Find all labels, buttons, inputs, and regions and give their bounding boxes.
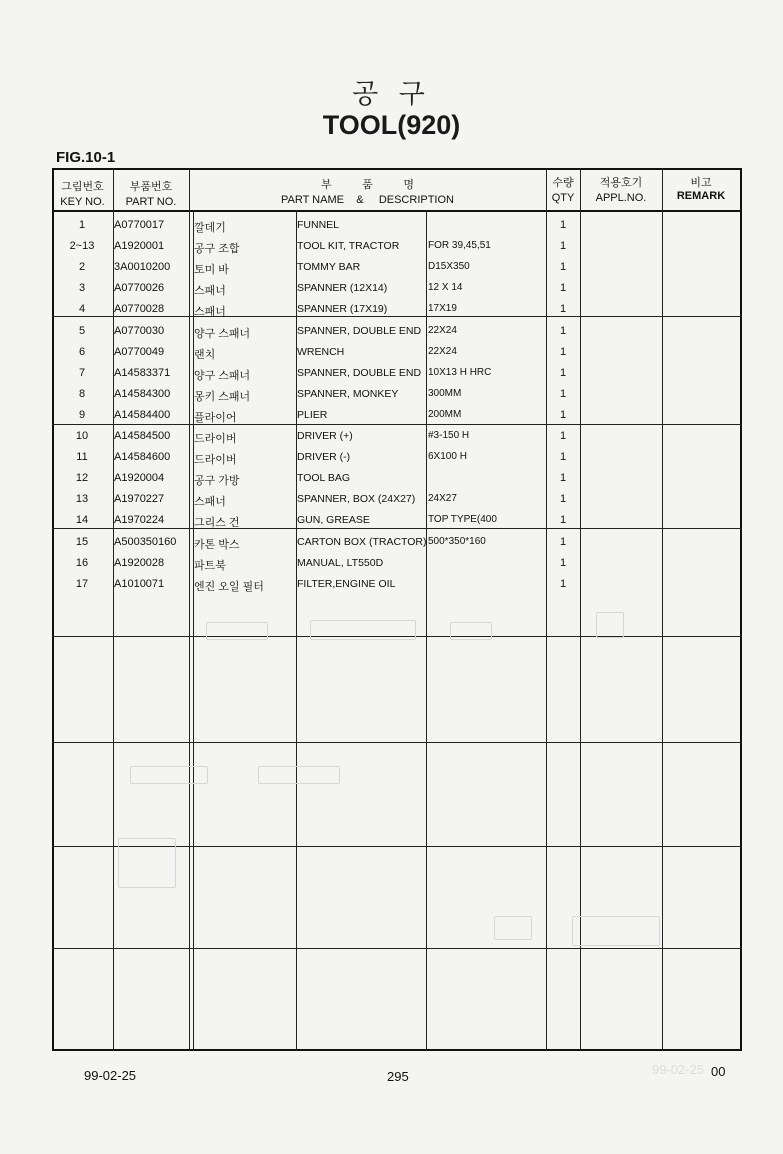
part-name-korean: 양구 스패너: [194, 327, 251, 340]
figure-label: FIG.10-1: [56, 149, 116, 166]
bleed-through-shape: [258, 766, 340, 784]
key-number: 5: [78, 324, 86, 337]
part-description: D15X350: [428, 261, 470, 273]
part-description: #3-150 H: [428, 430, 470, 441]
part-name: WRENCH: [297, 345, 345, 358]
header-appl-en: APPL.NO.: [595, 192, 647, 204]
quantity: 1: [559, 240, 567, 253]
part-name: DRIVER (-): [297, 451, 351, 464]
group-divider: [52, 316, 742, 317]
part-description: 12 X 14: [428, 282, 463, 294]
key-number: 4: [78, 303, 86, 316]
part-name: PLIER: [297, 408, 328, 421]
bleed-through-shape: [596, 612, 624, 638]
part-name-korean: 드라이버: [194, 454, 237, 467]
quantity: 1: [559, 219, 567, 231]
quantity: 1: [559, 366, 567, 379]
part-description: 500*350*160: [428, 535, 486, 547]
header-ampersand: &: [356, 194, 364, 206]
header-name-ko: 부 품 명: [320, 179, 414, 191]
key-number: 10: [75, 430, 89, 442]
bleed-date-text: 99-02-25: [652, 1062, 705, 1077]
part-description: 200MM: [428, 408, 462, 420]
key-number: 11: [76, 451, 88, 464]
part-name-korean: 랜치: [194, 348, 216, 361]
header-divider: [52, 210, 742, 212]
part-name-korean: 파트북: [194, 559, 226, 572]
key-number: 17: [75, 577, 89, 590]
part-description: 300MM: [428, 387, 462, 399]
group-divider: [52, 424, 742, 425]
key-number: 16: [75, 556, 89, 569]
quantity: 1: [559, 387, 567, 400]
key-number: 13: [75, 493, 89, 506]
header-key-ko: 그림번호: [61, 181, 104, 193]
part-number: A1970227: [114, 493, 165, 506]
part-name-korean: 플라이어: [194, 411, 237, 424]
column-line: [662, 168, 663, 1051]
bleed-through-shape: [310, 620, 416, 640]
group-divider: [52, 948, 742, 949]
part-number: A14583371: [114, 366, 171, 379]
header-part-name: PART NAME: [280, 194, 344, 206]
quantity: 1: [559, 261, 567, 274]
part-number: A14584600: [114, 451, 171, 464]
header-qty-ko: 수량: [552, 177, 574, 189]
part-description: 22X24: [428, 324, 457, 336]
part-number: A500350160: [114, 535, 177, 548]
column-line: [113, 168, 114, 1051]
part-description: 22X24: [428, 345, 457, 357]
footer-revision: 00: [711, 1064, 726, 1079]
part-number: A1920004: [114, 472, 165, 485]
quantity: 1: [559, 514, 567, 527]
bleed-through-shape: [494, 916, 532, 940]
header-qty-en: QTY: [551, 192, 575, 204]
column-line: [546, 168, 547, 1051]
part-name: SPANNER, DOUBLE END: [297, 366, 422, 379]
quantity: 1: [559, 282, 567, 295]
part-name: TOOL KIT, TRACTOR: [297, 240, 400, 253]
key-number: 7: [78, 366, 86, 379]
quantity: 1: [559, 493, 567, 506]
bleed-through-shape: [118, 838, 176, 888]
quantity: 1: [559, 556, 567, 569]
part-name: SPANNER, MONKEY: [297, 387, 399, 400]
group-divider: [52, 742, 742, 743]
part-name-korean: 엔진 오일 필터: [194, 580, 264, 593]
part-name-korean: 몽키 스패너: [194, 390, 251, 403]
bleed-through-shape: [450, 622, 492, 640]
part-name: TOOL BAG: [297, 472, 351, 485]
part-description: 24X27: [428, 493, 457, 505]
part-description: FOR 39,45,51: [428, 240, 491, 252]
key-number: 1: [78, 219, 86, 231]
part-description: 6X100 H: [428, 451, 467, 463]
quantity: 1: [559, 535, 567, 548]
part-number: A0770028: [114, 303, 165, 316]
part-number: A0770026: [114, 282, 165, 295]
part-name-korean: 스패너: [194, 285, 226, 298]
part-name: SPANNER (12X14): [297, 282, 388, 295]
part-number: 3A0010200: [114, 261, 171, 274]
quantity: 1: [559, 430, 567, 442]
group-divider: [52, 528, 742, 529]
quantity: 1: [559, 345, 567, 358]
part-description: 17X19: [428, 303, 457, 315]
key-number: 3: [78, 282, 86, 295]
part-name-korean: 스패너: [194, 496, 226, 509]
part-name-korean: 카톤 박스: [194, 538, 240, 551]
part-description: 10X13 H HRC: [428, 366, 492, 378]
bleed-through-date: [652, 1062, 704, 1077]
quantity: 1: [559, 303, 567, 316]
part-number: A14584400: [114, 408, 171, 421]
key-number: 8: [78, 387, 86, 400]
header-remark-ko: 비고: [690, 177, 712, 189]
part-name-korean: 양구 스패너: [194, 369, 251, 382]
column-line: [189, 168, 190, 1051]
part-number: A14584500: [114, 430, 171, 442]
header-appl-ko: 적용호기: [599, 177, 643, 189]
part-name: MANUAL, LT550D: [297, 556, 384, 569]
part-number: A0770049: [114, 345, 165, 358]
column-line: [426, 210, 427, 1051]
quantity: 1: [559, 324, 567, 337]
footer-date: 99-02-25: [84, 1068, 137, 1083]
part-name-korean: 깔데기: [194, 222, 226, 234]
part-number: A0770017: [114, 219, 165, 231]
part-name: FUNNEL: [297, 219, 340, 231]
part-name: SPANNER, BOX (24X27): [297, 493, 416, 506]
header-name-en: [189, 194, 546, 206]
page-title-english: TOOL(920): [322, 110, 461, 140]
key-number: 6: [78, 345, 86, 358]
part-name: GUN, GREASE: [297, 514, 370, 527]
part-name: TOMMY BAR: [297, 261, 361, 274]
quantity: 1: [559, 451, 567, 464]
bleed-through-shape: [130, 766, 208, 784]
part-name: SPANNER, DOUBLE END: [297, 324, 422, 337]
quantity: 1: [559, 408, 567, 421]
part-number: A0770030: [114, 324, 165, 337]
part-name-korean: 드라이버: [194, 433, 237, 445]
key-number: 15: [75, 535, 89, 548]
key-number: 12: [75, 472, 89, 485]
header-remark-en: REMARK: [676, 190, 726, 202]
key-number: 9: [78, 408, 86, 421]
part-name: FILTER,ENGINE OIL: [297, 577, 396, 590]
key-number: 2~13: [69, 240, 95, 253]
bleed-through-shape: [206, 622, 268, 640]
quantity: 1: [559, 472, 567, 485]
key-number: 14: [75, 514, 89, 527]
part-number: A14584300: [114, 387, 171, 400]
bleed-through-shape: [572, 916, 660, 946]
footer-page-number: 295: [387, 1069, 409, 1084]
part-name: DRIVER (+): [297, 430, 353, 442]
page-title-korean: 공 구: [352, 79, 431, 110]
quantity: 1: [559, 577, 567, 590]
part-name: SPANNER (17X19): [297, 303, 388, 316]
part-number: A1010071: [114, 577, 165, 590]
part-description: TOP TYPE(400: [428, 514, 497, 526]
key-number: 2: [78, 261, 86, 274]
header-key-en: KEY NO.: [60, 196, 105, 208]
part-number: A1920028: [114, 556, 165, 569]
part-name-korean: 스패너: [194, 306, 226, 319]
header-part-en: PART NO.: [125, 196, 177, 208]
part-name-korean: 공구 가방: [194, 475, 240, 488]
part-name-korean: 그리스 건: [194, 517, 240, 530]
part-number: A1970224: [114, 514, 165, 527]
header-description: DESCRIPTION: [378, 194, 454, 206]
part-number: A1920001: [114, 240, 165, 253]
part-name-korean: 공구 조합: [194, 243, 240, 256]
header-part-ko: 부품번호: [129, 181, 173, 193]
part-name-korean: 토미 바: [194, 264, 229, 277]
part-name: CARTON BOX (TRACTOR): [297, 535, 427, 548]
